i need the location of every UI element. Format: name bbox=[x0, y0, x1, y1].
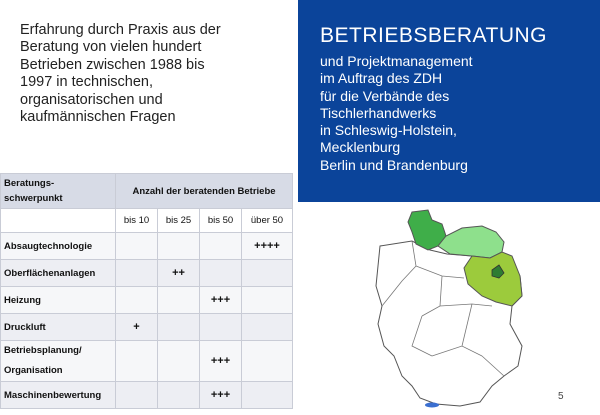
cell bbox=[242, 287, 293, 314]
consulting-table bbox=[0, 173, 293, 409]
cell bbox=[116, 260, 158, 287]
panel-line: Tischlerhandwerks bbox=[320, 104, 437, 121]
cell bbox=[116, 382, 158, 409]
header-count: Anzahl der beratenden Betriebe bbox=[116, 174, 293, 209]
row-label: Druckluft bbox=[1, 314, 116, 341]
cell bbox=[158, 287, 200, 314]
cell bbox=[116, 287, 158, 314]
panel-title: BETRIEBSBERATUNG bbox=[320, 24, 547, 47]
intro-line: Betrieben zwischen 1988 bis bbox=[20, 56, 205, 73]
table-header-row bbox=[1, 174, 293, 209]
cell: ++ bbox=[158, 260, 200, 287]
panel-line: im Auftrag des ZDH bbox=[320, 70, 443, 87]
cell bbox=[200, 233, 242, 260]
table-row bbox=[1, 260, 293, 287]
intro-text bbox=[20, 22, 280, 126]
column-header: bis 10 bbox=[116, 209, 158, 233]
table-row bbox=[1, 287, 293, 314]
cell bbox=[116, 341, 158, 382]
row-label: Maschinenbewertung bbox=[1, 382, 116, 409]
panel-body bbox=[320, 53, 473, 174]
cell bbox=[158, 382, 200, 409]
panel-line: und Projektmanagement bbox=[320, 53, 473, 69]
cell: ++++ bbox=[242, 233, 293, 260]
intro-line: Erfahrung durch Praxis aus der bbox=[20, 22, 221, 38]
panel-line: in Schleswig-Holstein, bbox=[320, 122, 457, 139]
intro-line: 1997 in technischen, bbox=[20, 74, 154, 91]
column-header: bis 50 bbox=[200, 209, 242, 233]
table-row bbox=[1, 341, 293, 382]
cell bbox=[242, 260, 293, 287]
table-column-row bbox=[1, 209, 293, 233]
cell: +++ bbox=[200, 287, 242, 314]
row-label: Oberflächenanlagen bbox=[1, 260, 116, 287]
cell bbox=[242, 382, 293, 409]
intro-line: organisatorischen und bbox=[20, 91, 163, 108]
cell: +++ bbox=[200, 341, 242, 382]
header-focus-line: Beratungs- bbox=[4, 178, 55, 189]
info-panel bbox=[298, 0, 600, 202]
header-focus-line: schwerpunkt bbox=[4, 193, 63, 204]
table-row bbox=[1, 382, 293, 409]
lake-constance bbox=[425, 403, 439, 408]
cell: +++ bbox=[200, 382, 242, 409]
panel-line: Mecklenburg bbox=[320, 139, 401, 156]
cell bbox=[200, 260, 242, 287]
panel-line: Berlin und Brandenburg bbox=[320, 156, 468, 173]
germany-map bbox=[372, 206, 542, 411]
cell bbox=[158, 233, 200, 260]
cell bbox=[158, 341, 200, 382]
table-row bbox=[1, 233, 293, 260]
column-header: bis 25 bbox=[158, 209, 200, 233]
panel-line: für die Verbände des bbox=[320, 87, 450, 104]
row-label bbox=[1, 341, 116, 382]
mecklenburg-region bbox=[438, 226, 504, 258]
intro-line: Beratung von vielen hundert bbox=[20, 39, 202, 56]
cell: + bbox=[116, 314, 158, 341]
row-label: Heizung bbox=[1, 287, 116, 314]
row-label: Absaugtechnologie bbox=[1, 233, 116, 260]
cell bbox=[158, 314, 200, 341]
header-focus-area bbox=[1, 174, 116, 209]
cell bbox=[242, 341, 293, 382]
cell bbox=[200, 314, 242, 341]
column-empty bbox=[1, 209, 116, 233]
row-label-line: Betriebsplanung/ bbox=[4, 345, 82, 356]
cell bbox=[242, 314, 293, 341]
intro-line: kaufmännischen Fragen bbox=[20, 109, 176, 126]
page-number: 5 bbox=[558, 391, 564, 402]
row-label-line: Organisation bbox=[4, 365, 63, 376]
column-header: über 50 bbox=[242, 209, 293, 233]
cell bbox=[116, 233, 158, 260]
table-row bbox=[1, 314, 293, 341]
